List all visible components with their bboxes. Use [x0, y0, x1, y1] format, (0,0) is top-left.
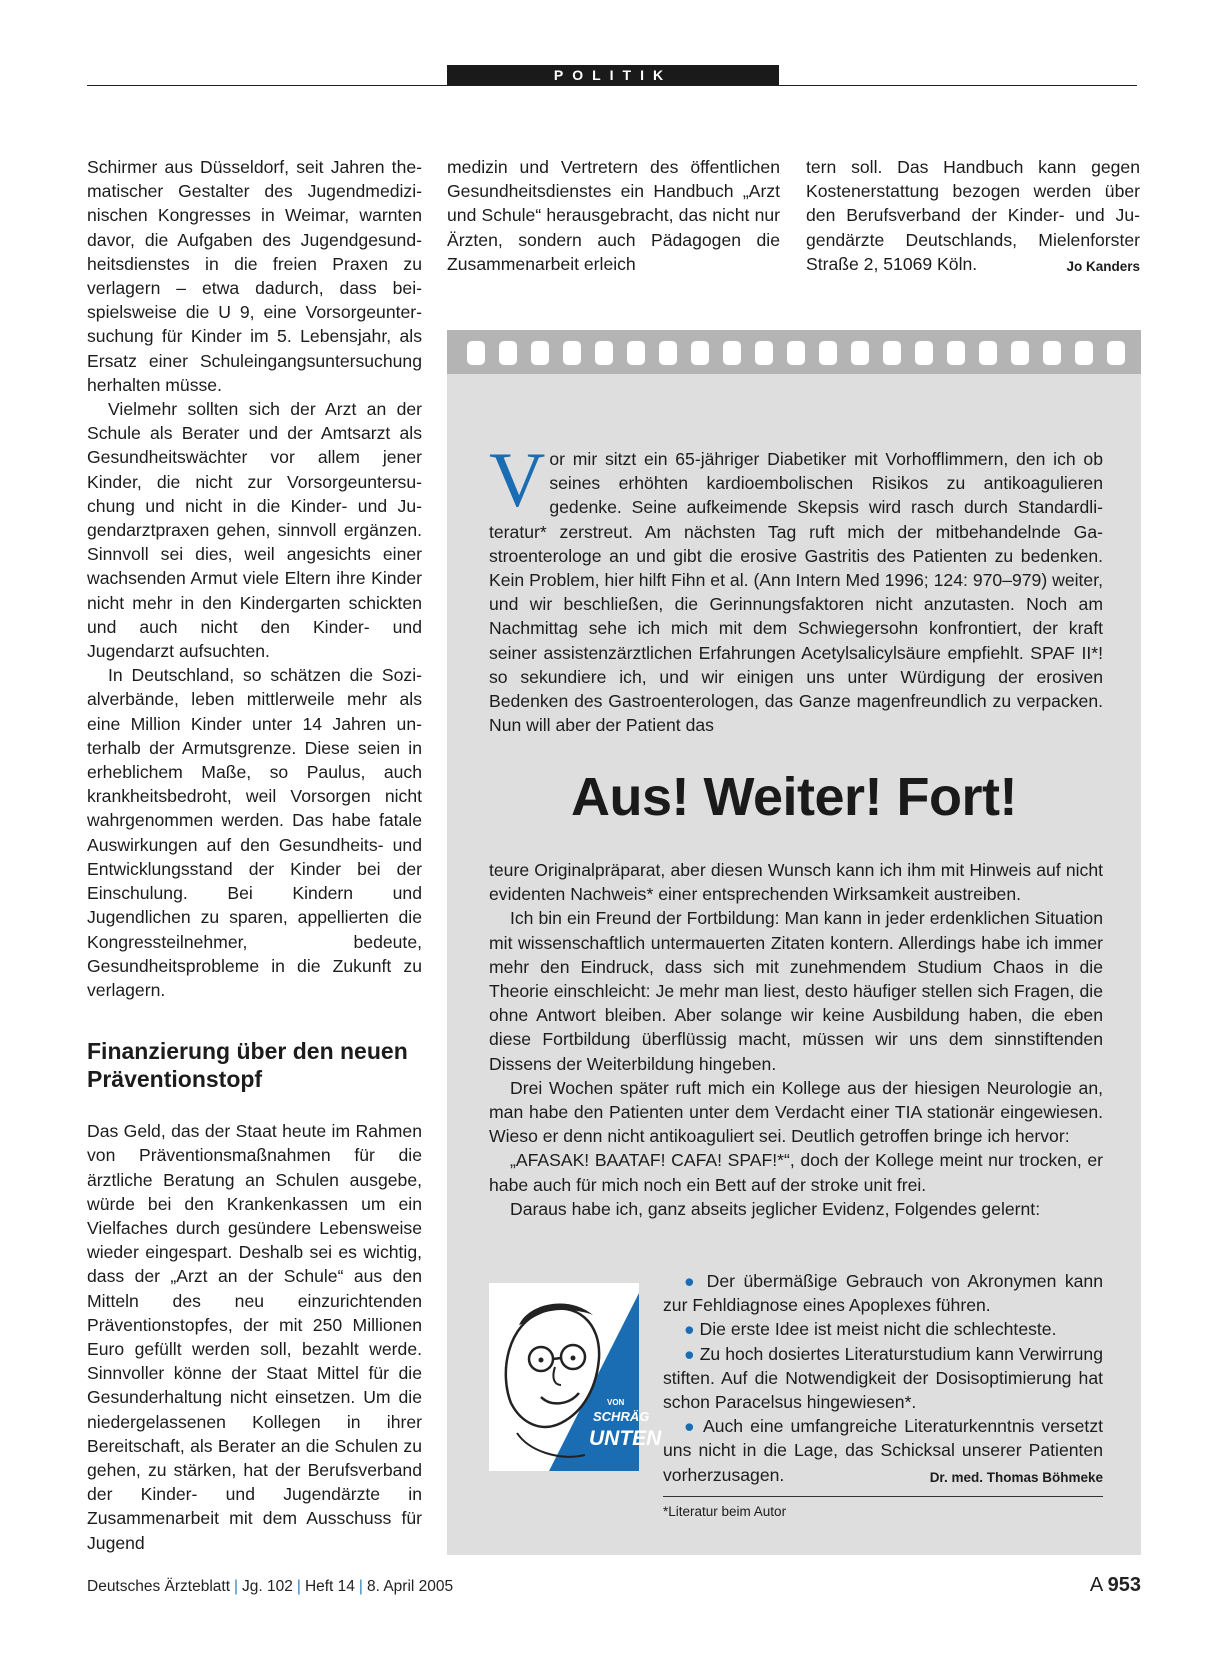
- footnote-rule: [663, 1496, 1103, 1497]
- paragraph: „AFASAK! BAATAF! CAFA! SPAF!*“, doch der Kollege meint nur trocken, er habe auch für mich noch ein Bett auf der stroke unit frei.: [489, 1150, 1103, 1195]
- perforation: [467, 341, 485, 365]
- author-signature: Dr. med. Thomas Böhmeke: [929, 1469, 1103, 1485]
- paragraph: Ich bin ein Freund der Fortbildung: Man kann in jeder erdenklichen Situation mit wissenschaftlich untermauerten Zitaten kontern. Allerdings habe ich immer mehr den Eindruck, dass sich mit zunehmendem Studium Chaos in die Theorie einschleicht: Je mehr man liest, desto häufiger stellen sich Fragen, die ohne Antwort bleiben. Aber solange wir keine Ausbildung haben, die eben diese Fortbildung überflüssig macht, müssen wir uns dem sinnstiftenden Dissens der Weiterbildung hingeben.: [489, 908, 1103, 1074]
- column-2: [447, 155, 780, 276]
- perforation: [1107, 341, 1125, 365]
- logo-line1: VON: [607, 1398, 625, 1407]
- bullet-icon: ●: [684, 1319, 695, 1340]
- paragraph: Schirmer aus Düsseldorf, seit Jahren thematischer Gestalter des Jugendmedizinischen Kongresses in Weimar, warnten davor, die Aufgaben des Jugendgesundheitsdienstes in die freien Praxen zu verlagern – etwa dadurch, dass beispielsweise die U 9, eine Vorsorgeuntersuchung für Kinder im 5. Lebensjahr, als Ersatz einer Schuleingangsuntersuchung herhalten müsse.: [87, 157, 422, 395]
- bullet-item: [663, 1317, 1103, 1341]
- box-headline: Aus! Weiter! Fort!: [571, 767, 1017, 827]
- perforation: [851, 341, 869, 365]
- paragraph: Vielmehr sollten sich der Arzt an der Schule als Berater und der Amtsarzt als Gesundheitswächter vor allem jener Kinder, die nicht zur Vorsorgeuntersuchung und nicht in die Kinder- und Jugendarztpraxen gehen, sinnvoll ergänzen. Sinnvoll sei dies, weil angesichts einer wachsenden Armut viele Eltern ihre Kinder nicht mehr in den Kindergarten schickten und auch nicht den Kinder- und Jugendarzt aufsuchten.: [87, 399, 422, 662]
- header-rule: [87, 85, 1137, 86]
- page-prefix: A: [1089, 1574, 1103, 1596]
- bullet-item: [663, 1414, 1103, 1487]
- paragraph: medizin und Vertretern des öffentlichen Gesundheitsdienstes ein Handbuch „Arzt und Schule“ herausgebracht, das nicht nur Ärzten, sondern auch Pädagogen die Zusammenarbeit erleich: [447, 157, 780, 274]
- bullet-item: [663, 1269, 1103, 1317]
- perforation: [723, 341, 741, 365]
- logo-line3: UNTEN: [589, 1427, 662, 1450]
- bullet-icon: ●: [684, 1271, 699, 1291]
- perforation: [1043, 341, 1061, 365]
- perforation: [595, 341, 613, 365]
- journal-name: Deutsches Ärzteblatt: [87, 1578, 231, 1595]
- section-label: POLITIK: [447, 65, 779, 85]
- perforation: [755, 341, 773, 365]
- bullet-text: Zu hoch dosiertes Literaturstudium kann Verwirrung stiften. Auf die Notwendigkeit der Dosisoptimierung hat schon Paracelsus hingewiesen*.: [663, 1343, 1103, 1413]
- perforation: [787, 341, 805, 365]
- column-1: [87, 155, 422, 1555]
- perforation: [627, 341, 645, 365]
- issue: Heft 14: [304, 1578, 355, 1595]
- paragraph: In Deutschland, so schätzen die Sozialverbände, leben mittlerweile mehr als eine Million Kinder unter 14 Jahren unterhalb der Armutsgrenze. Diese seien in erheblichem Maße, so Paulus, auch krankheitsbedroht, weil Vorsorgen nicht wahrgenommen werden. Das habe fatale Auswirkungen auf den Gesundheits- und Entwicklungsstand der Kinder bei der Einschulung. Bei Kindern und Jugendlichen zu sparen, appellierten die Kongressteilnehmer, bedeute, Gesundheitsprobleme in die Zukunft zu verlagern.: [87, 665, 422, 1000]
- paragraph: teure Originalpräparat, aber diesen Wunsch kann ich ihm mit Hinweis auf nicht evidenten Nachweis* einer entsprechenden Wirksamkeit austreiben.: [489, 860, 1103, 905]
- paragraph: Das Geld, das der Staat heute im Rahmen von Präventionsmaßnahmen für die ärztliche Beratung an Schulen ausgebe, würde bei den Krankenkassen um ein Vielfaches durch gesündere Lebensweise wieder eingespart. Deshalb sei es wichtig, dass der „Arzt an der Schule“ aus den Mitteln des neu einzurichtenden Präventionstopfes, der mit 250 Millionen Euro gefüllt werden soll, bezahlt werde. Sinnvoller könne der Staat Mittel für die Gesunderhaltung nicht einsetzen. Um die niedergelassenen Kollegen in ihrer Bereitschaft, als Berater an die Schulen zu gehen, zu stärken, hat der Berufsverband der Kinder- und Jugendärzte in Zusammenarbeit mit dem Ausschuss für Jugend: [87, 1121, 422, 1553]
- perforation: [883, 341, 901, 365]
- bullet-item: [663, 1342, 1103, 1415]
- issue-date: 8. April 2005: [366, 1578, 454, 1595]
- perforation: [1075, 341, 1093, 365]
- paragraph: Drei Wochen später ruft mich ein Kollege aus der hiesigen Neurologie an, man habe den Patienten unter dem Verdacht einer TIA stationär eingewiesen. Wieso er denn nicht antikoaguliert sei. Deutlich getroffen bringe ich hervor:: [489, 1077, 1103, 1147]
- subheading: Finanzierung über den neuen Präventionstopf: [87, 1038, 408, 1093]
- column-box: [447, 330, 1141, 1555]
- bullet-icon: ●: [684, 1416, 697, 1437]
- film-strip-decoration: [447, 330, 1141, 374]
- column-3: [806, 155, 1140, 279]
- box-bullets: [663, 1269, 1103, 1490]
- box-intro: [489, 436, 1103, 737]
- author-signature: Jo Kanders: [1066, 258, 1140, 274]
- paragraph: [806, 155, 1140, 276]
- paragraph-text: tern soll. Das Handbuch kann gegen Kostenerstattung bezogen werden über den Berufsverband der Kinder- und Jugendärzte Deutschlands, Mielenforster Straße 2, 51069 Köln.: [806, 157, 1140, 274]
- box-body: [489, 858, 1103, 1221]
- perforation: [947, 341, 965, 365]
- paragraph: or mir sitzt ein 65-jähriger Diabetiker mit Vorhofflimmern, den ich ob seines erhöhten kardioembolischen Risikos zu antikoagulieren gedenke. Seine aufkeimende Skepsis wird rasch durch Standardliteratur* zerstreut. Am nächsten Tag ruft mich der mitbehandelnde Gastroenterologe an und gibt die erosive Gastritis des Patienten zu bedenken. Kein Problem, hier hilft Fihn et al. (Ann Intern Med 1996; 124: 970–979) weiter, und wir beschließen, die Gerinnungsfaktoren nicht anzutasten. Noch am Nachmittag sehe ich mich mit dem Schwiegersohn konfrontiert, der kraft seiner assistenzärztlichen Erfahrungen Acetylsalicylsäure empfiehlt. SPAF II*! so sekundiere ich, und wir einigen uns unter Würdigung der erosiven Bedenken des Gastroenterologen, das Ganze magenfreundlich zu verpacken. Nun will aber der Patient das: [489, 449, 1103, 736]
- drop-cap: V: [489, 436, 546, 523]
- perforation: [819, 341, 837, 365]
- separator: |: [234, 1578, 239, 1595]
- perforation: [691, 341, 709, 365]
- volume: Jg. 102: [242, 1578, 293, 1595]
- footnote: *Literatur beim Autor: [663, 1504, 787, 1519]
- bullet-icon: ●: [684, 1343, 695, 1364]
- logo-line2: SCHRÄG: [593, 1409, 650, 1424]
- page-number-value: 953: [1107, 1574, 1141, 1596]
- separator: |: [358, 1578, 363, 1595]
- page-number: [1090, 1574, 1141, 1597]
- caricature-image: [489, 1283, 662, 1471]
- separator: |: [296, 1578, 301, 1595]
- perforation: [531, 341, 549, 365]
- author-caricature-logo: [489, 1283, 662, 1471]
- paragraph: Daraus habe ich, ganz abseits jeglicher Evidenz, Folgendes gelernt:: [510, 1198, 1041, 1219]
- perforation: [979, 341, 997, 365]
- page-footer: [87, 1578, 453, 1596]
- perforation: [499, 341, 517, 365]
- bullet-text: Die erste Idee ist meist nicht die schlechteste.: [699, 1319, 1057, 1340]
- bullet-text: Der übermäßige Gebrauch von Akronymen kann zur Fehldiagnose eines Apoplexes führen.: [663, 1271, 1103, 1316]
- perforation: [563, 341, 581, 365]
- perforation: [1011, 341, 1029, 365]
- bullet-text: Auch eine umfangreiche Literaturkenntnis versetzt uns nicht in die Lage, das Schicksal unserer Patienten vorherzusagen.: [663, 1416, 1104, 1485]
- perforation: [659, 341, 677, 365]
- perforation: [915, 341, 933, 365]
